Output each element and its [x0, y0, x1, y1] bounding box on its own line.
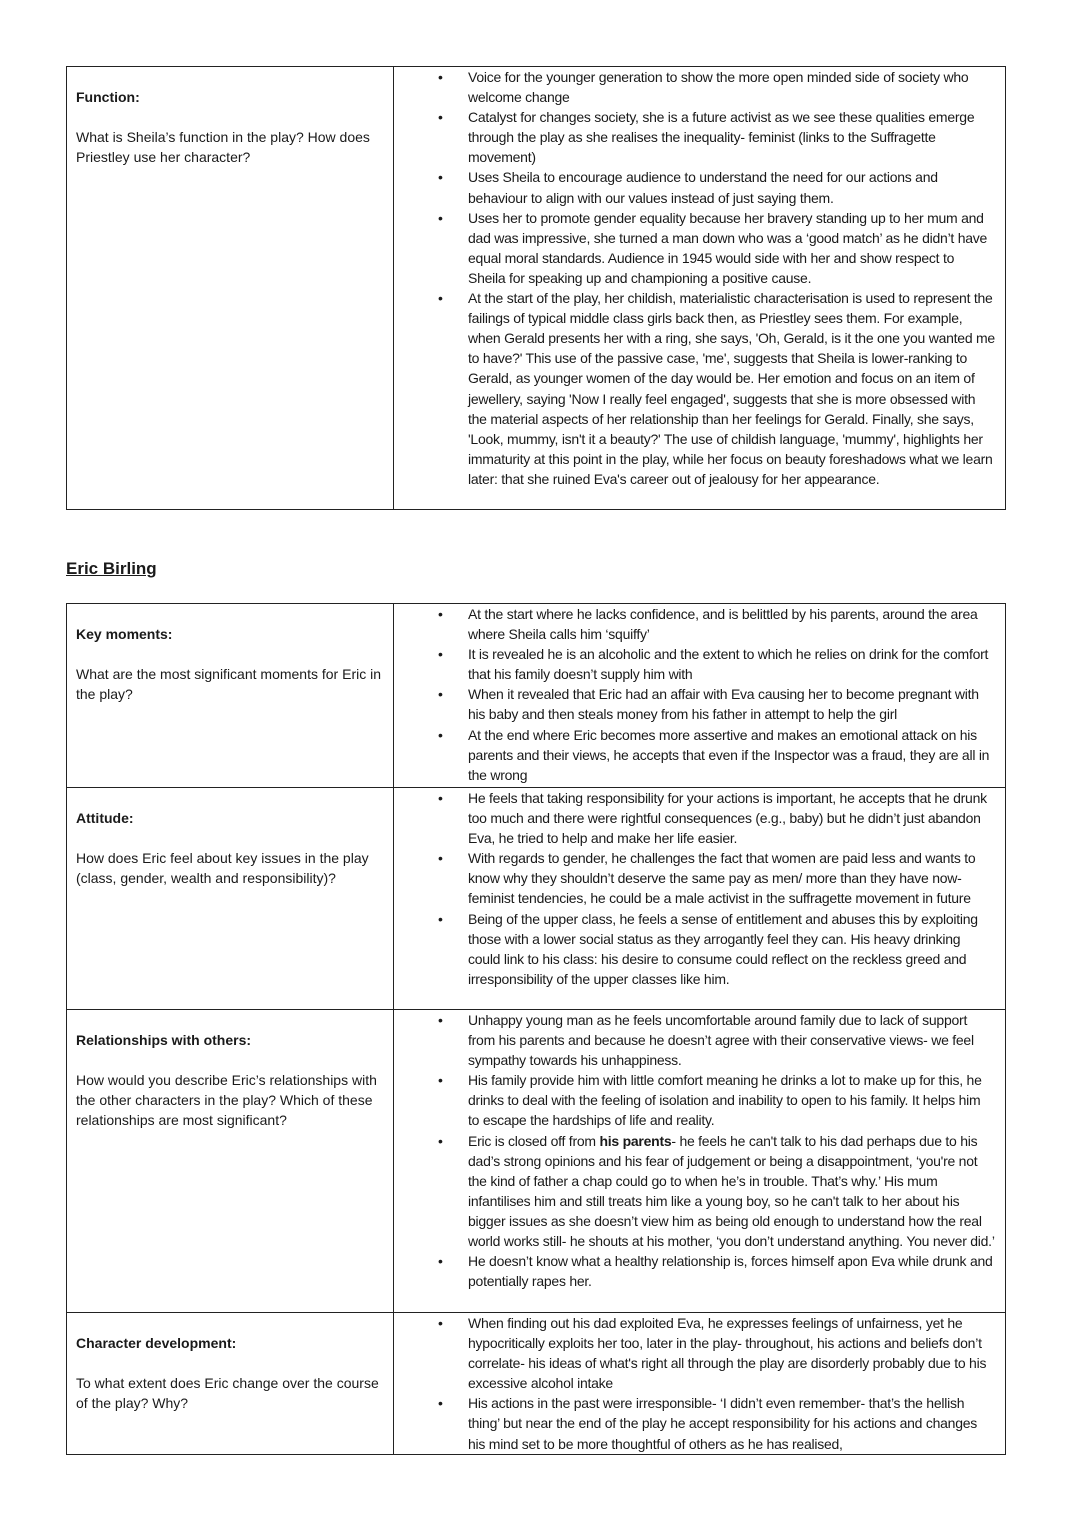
notes-cell: [394, 604, 1006, 788]
bullet-item: • He doesn’t know what a healthy relationship is, forces himself apon Eva while drunk and potentially rapes her.: [468, 1251, 995, 1291]
bullet-item: • His actions in the past were irresponsible- ‘I didn’t even remember- that’s the hellish thing’ but near the end of the play he accept responsibility for his actions and changes his mind set to be more thoughtful of others as he has realised,: [468, 1393, 995, 1453]
row-label: Attitude:: [76, 810, 134, 826]
bullet-item: • His family provide him with little comfort meaning he drinks a lot to make up for this, he drinks to deal with the feeling of isolation and inability to open to his family. It helps him to escape the hardships of life and reality.: [468, 1070, 995, 1130]
label-cell: [67, 1313, 394, 1455]
bullet-item: • It is revealed he is an alcoholic and the extent to which he relies on drink for the comfort that his family doesn’t supply him with: [468, 644, 995, 684]
table-row: [67, 1313, 1006, 1455]
bullet-item: • Voice for the younger generation to show the more open minded side of society who welcome change: [468, 67, 995, 107]
bullet-item: • Unhappy young man as he feels uncomfortable around family due to lack of support from his parents and because he doesn’t agree with their conservative views- we feel sympathy towards his unhappiness.: [468, 1010, 995, 1070]
notes-cell: [394, 1313, 1006, 1455]
bullet-item: • Uses Sheila to encourage audience to understand the need for our actions and behaviour to align with our values instead of just saying them.: [468, 167, 995, 207]
sheila-function-table: [66, 66, 1006, 510]
row-question: What are the most significant moments for Eric in the play?: [76, 666, 381, 702]
bullet-item: [468, 1131, 995, 1252]
bullet-item: • With regards to gender, he challenges the fact that women are paid less and wants to know why they shouldn’t deserve the same pay as men/ more than they have now- feminist tendencies, he could be a male activist in the suffragette movement in future: [468, 848, 995, 908]
row-question: How would you describe Eric’s relationships with the other characters in the play? Which of these relationships are most significant?: [76, 1072, 377, 1128]
bullet-item: • At the start of the play, her childish, materialistic characterisation is used to represent the failings of typical middle class girls back then, as Priestley sees them. For example, when Gerald presents her with a ring, she says, 'Oh, Gerald, is it the one you wanted me to have?' This use of the passive case, 'me', suggests that Sheila is lower-ranking to Gerald, as younger women of the day would be. Her emotion and focus on an item of jewellery, saying 'Now I really feel engaged', suggests that she is more obsessed with the material aspects of her relationship than her feelings for Gerald. Finally, she says, 'Look, mummy, isn't it a beauty?' The use of childish language, 'mummy', highlights her immaturity at this point in the play, while her focus on beauty foreshadows what we learn later: that she ruined Eva's career out of jealousy for her appearance.: [468, 288, 995, 489]
notes-cell: [394, 1010, 1006, 1313]
label-cell: [67, 604, 394, 788]
bullet-item: • Uses her to promote gender equality because her bravery standing up to her mum and dad was impressive, she turned a man down who was a ‘good match’ as he didn’t have equal moral standards. Audience in 1945 would side with her and show respect to Sheila for speaking up and championing a positive cause.: [468, 208, 995, 288]
row-label: Relationships with others:: [76, 1032, 252, 1048]
eric-table: [66, 603, 1006, 1455]
row-label: Function:: [76, 89, 140, 105]
bullet-item: • When finding out his dad exploited Eva, he expresses feelings of unfairness, yet he hypocritically exploits her too, later in the play- throughout, his actions and beliefs don’t correlate- his ideas of what's right all through the play are disorderly probably due to his excessive alcohol intake: [468, 1313, 995, 1393]
function-notes-cell: [394, 67, 1006, 510]
text: Eric is closed off from: [468, 1132, 600, 1149]
section-title: Eric Birling: [66, 559, 157, 578]
bullet-item: • He feels that taking responsibility for your actions is important, he accepts that he drunk too much and there were rightful consequences (e.g., baby) but he didn’t just abandon Eva, he tried to help and make her life easier.: [468, 788, 995, 848]
bullet-list: [394, 67, 1005, 489]
bullet-item: • At the end where Eric becomes more assertive and makes an emotional attack on his parents and their views, he accepts that even if the Inspector was a fraud, they are all in the wrong: [468, 725, 995, 785]
row-question: What is Sheila’s function in the play? How does Priestley use her character?: [76, 129, 370, 165]
bullet-list: [394, 604, 1005, 785]
bullet-item: • When it revealed that Eric had an affair with Eva causing her to become pregnant with his baby and then steals money from his father in attempt to help the girl: [468, 684, 995, 724]
text: - he feels he can't talk to his dad perhaps due to his dad’s strong opinions and his fear of judgement or being a disappointment, ‘you're not the kind of father a chap could go to when he’s in trouble. That’s why.’ His mum infantilises him and still treats him like a young boy, so he can't talk to her about his bigger issues as she doesn’t view him as being old enough to understand how the real world works still- he shouts at his mother, ‘you don’t understand anything. You never did.’: [468, 1132, 995, 1250]
table-row: [67, 604, 1006, 788]
row-label: Character development:: [76, 1335, 237, 1351]
label-cell: [67, 788, 394, 1010]
bullet-list: [394, 788, 1005, 989]
bullet-list: [394, 1010, 1005, 1291]
bullet-item: • At the start where he lacks confidence, and is belittled by his parents, around the area where Sheila calls him ‘squiffy’: [468, 604, 995, 644]
row-question: How does Eric feel about key issues in the play (class, gender, wealth and responsibility)?: [76, 850, 369, 886]
notes-cell: [394, 788, 1006, 1010]
label-cell: [67, 1010, 394, 1313]
row-question: To what extent does Eric change over the course of the play? Why?: [76, 1375, 379, 1411]
bullet-item: • Being of the upper class, he feels a sense of entitlement and abuses this by exploiting those with a lower social status as they arrogantly feel they can. His heavy drinking could link to his class: his desire to consume could reflect on the reckless greed and irresponsibility of the upper classes like him.: [468, 909, 995, 989]
bullet-list: [394, 1313, 1005, 1454]
bullet-item: • Catalyst for changes society, she is a future activist as we see these qualities emerge through the play as she realises the inequality- feminist (links to the Suffragette movement): [468, 107, 995, 167]
row-label: Key moments:: [76, 626, 173, 642]
function-label-cell: [67, 67, 394, 510]
table-row: [67, 788, 1006, 1010]
table-row: [67, 1010, 1006, 1313]
bold-text: his parents: [599, 1132, 672, 1149]
